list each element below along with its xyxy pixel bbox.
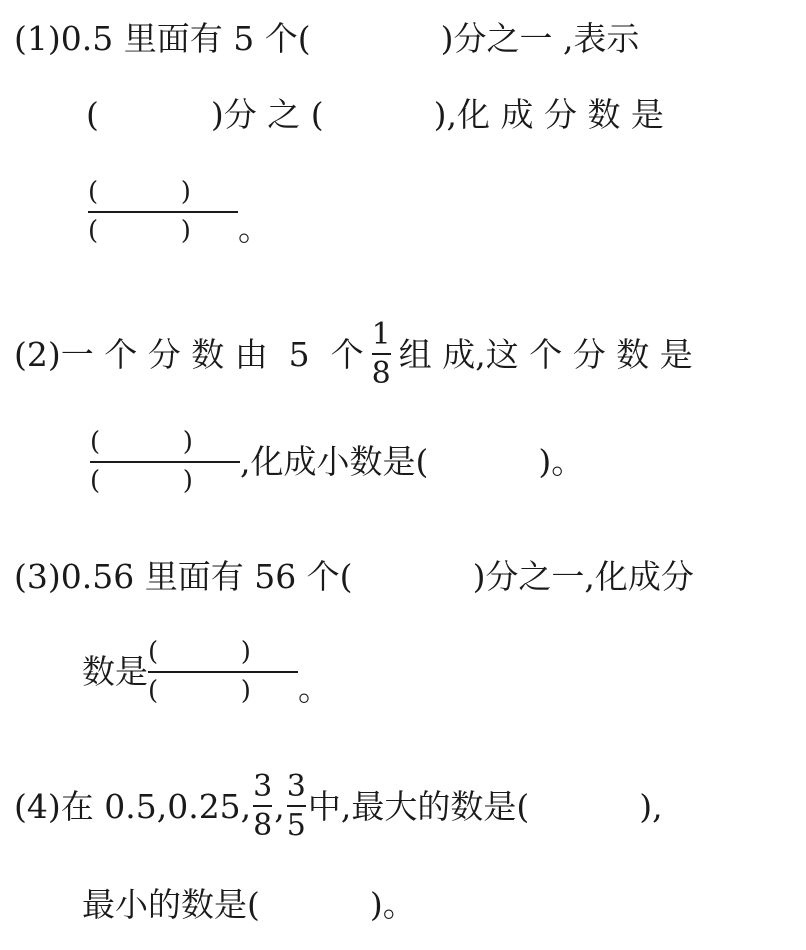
q4-text-d: 最小的数是( [82, 885, 260, 924]
q3-frac-bar [148, 671, 298, 673]
q3-text-b: )分之一,化成分 [472, 557, 694, 596]
q2-frac-bar [372, 353, 391, 355]
q1-line2 [86, 95, 664, 134]
q3-period: 。 [298, 669, 331, 709]
q2-text-d: )。 [538, 442, 585, 482]
q4-line1 [14, 770, 663, 842]
q1-period: 。 [238, 209, 271, 249]
q4-text-c: ), [639, 786, 663, 826]
q1-text-a: (1)0.5 里面有 5 个( [14, 19, 311, 58]
q4-frac1-numerator: 3 [253, 769, 273, 804]
q1-text-c: )分 之 ( [210, 95, 324, 134]
q4-text-a: (4)在 0.5,0.25, [14, 786, 252, 826]
q4-comma: , [274, 786, 285, 826]
q4-frac1-bar [253, 805, 272, 807]
q4-fraction-three-eighths [253, 770, 272, 842]
q2-text-a: (2)一 个 分 数 由 5 个 [14, 334, 364, 374]
q3-frac-denominator: ( ) [148, 675, 251, 706]
q2-frac-numerator-blank: ( ) [90, 427, 193, 457]
q1-frac-numerator: ( ) [88, 177, 191, 207]
q1-answer-fraction[interactable] [88, 178, 238, 245]
q1-paren-open: ( [86, 95, 99, 134]
q2-frac-denominator-blank: ( ) [90, 465, 193, 496]
q4-line2 [82, 885, 416, 924]
q1-text-d: ),化 成 分 数 是 [433, 95, 664, 134]
q2-frac-numerator: 1 [371, 317, 391, 352]
q2-frac-denominator: 8 [371, 356, 391, 391]
q3-line1 [14, 557, 694, 596]
q2-answer-frac-bar [90, 461, 240, 463]
q2-line2 [90, 428, 584, 495]
q1-line3 [88, 177, 271, 249]
q4-frac1-denominator: 8 [253, 808, 273, 843]
q4-frac2-denominator: 5 [286, 808, 306, 843]
q2-line1 [14, 318, 693, 390]
q2-answer-fraction[interactable] [90, 428, 240, 495]
q2-text-c: ,化成小数是( [240, 442, 429, 482]
q3-answer-fraction[interactable] [148, 638, 298, 705]
q3-text-c: 数是 [82, 652, 148, 692]
q4-fraction-three-fifths [287, 770, 306, 842]
q4-text-b: 中,最大的数是( [307, 786, 530, 826]
q3-text-a: (3)0.56 里面有 56 个( [14, 557, 353, 596]
q1-frac-bar [88, 211, 238, 213]
q3-line2 [82, 637, 331, 709]
q2-text-b: 组 成,这 个 分 数 是 [398, 334, 693, 374]
q3-frac-numerator: ( ) [148, 637, 251, 667]
q4-text-e: )。 [369, 885, 416, 924]
q2-fraction-one-eighth [372, 318, 391, 390]
q1-frac-denominator: ( ) [88, 215, 191, 246]
q1-text-b: )分之一 ,表示 [440, 19, 640, 58]
q4-frac2-bar [287, 805, 306, 807]
q4-frac2-numerator: 3 [286, 769, 306, 804]
q1-line1 [14, 19, 640, 58]
